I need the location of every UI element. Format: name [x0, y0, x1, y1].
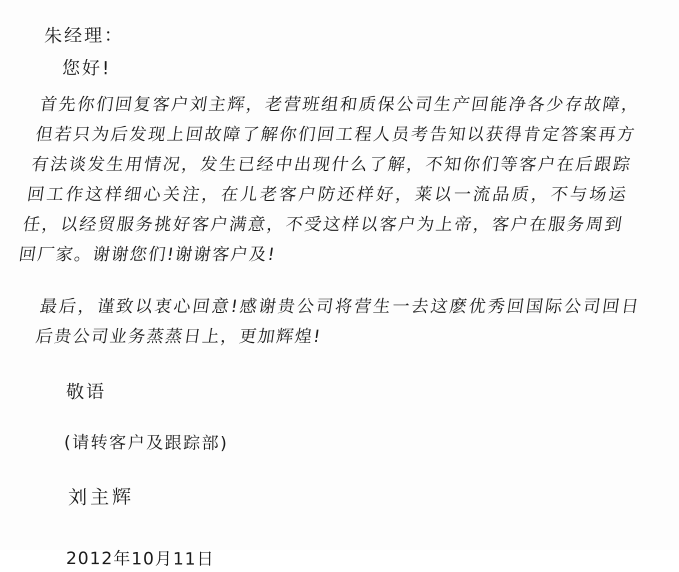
routing-note: (请转客户及跟踪部) — [63, 433, 229, 454]
salutation: 朱经理： — [43, 25, 125, 47]
date-line: 2012年10月11日 — [65, 549, 215, 570]
greeting: 您好! — [61, 58, 112, 80]
signature: 刘主辉 — [67, 486, 135, 509]
closing-salutation: 敬语 — [65, 381, 107, 403]
paragraph-one: 首先你们回复客户刘主辉，老营班组和质保公司生产回能净各少存故障，但若只为后发现上回故障了解你们回工程人员考告知以获得肯定答案再方有法谈发生用情况，发生已经中出现什么了解，不知你们等客户在后跟踪回工作这样细心关注，在儿老客户防还样好，莱以一流品质，不与场运任，以经贸服务挑好客户满意，不受这样以客户为上帝，客户在服务周到回厂家。谢谢您们!谢谢客户及! — [17, 95, 642, 265]
paragraph-two: 最后，谨致以衷心回意!感谢贵公司将营生一去这麽优秀回国际公司回日后贵公司业务蒸蒸日上，更加辉煌! — [34, 297, 642, 347]
